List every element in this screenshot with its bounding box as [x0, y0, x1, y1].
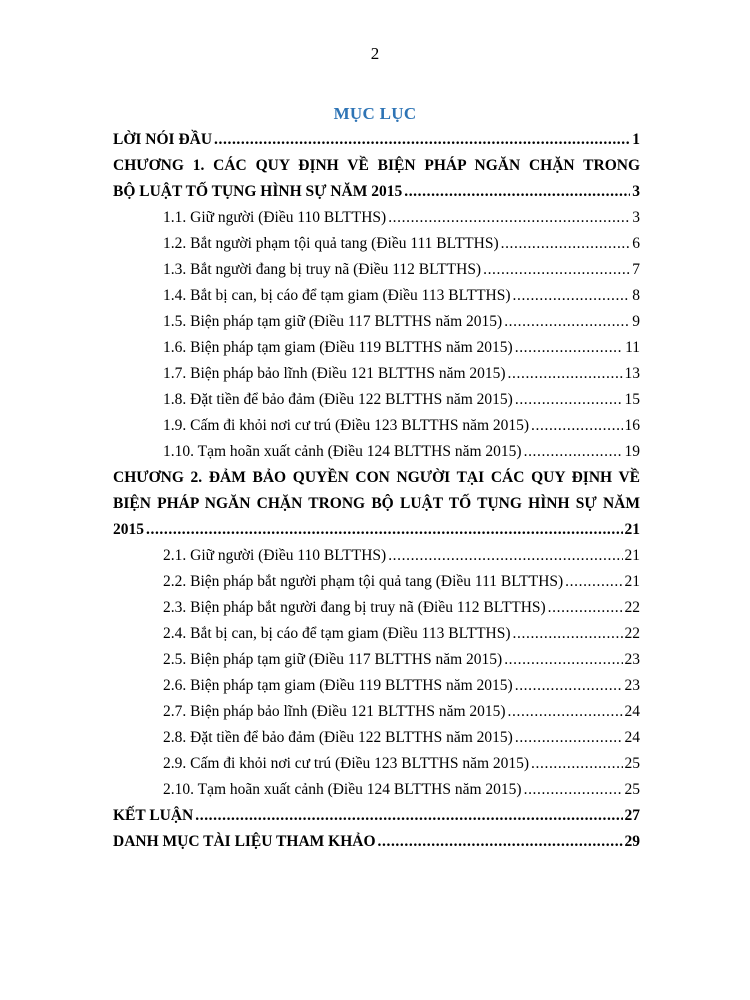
toc-entry-page-number: 3	[632, 183, 640, 200]
toc-entry-line	[163, 335, 640, 361]
toc-entry-line	[163, 309, 640, 335]
toc-entry-line	[113, 829, 640, 855]
toc-entry-page-number: 22	[624, 599, 640, 616]
dot-leader	[515, 673, 623, 699]
toc-entry-title: 1.10. Tạm hoãn xuất cảnh (Điều 124 BLTTHS năm 2015)	[163, 443, 522, 460]
toc-entry-page-number: 16	[624, 417, 640, 434]
toc-entry-2-10[interactable]	[113, 777, 640, 803]
toc-entry-line	[163, 673, 640, 699]
toc-entry-2-6[interactable]	[113, 673, 640, 699]
toc-entry-1-1[interactable]	[113, 205, 640, 231]
toc-entry-line	[163, 621, 640, 647]
toc-entry-line	[113, 179, 640, 205]
toc-entry-page-number: 24	[624, 729, 640, 746]
dot-leader	[214, 127, 630, 153]
dot-leader	[515, 725, 623, 751]
dot-leader	[146, 517, 623, 543]
dot-leader	[404, 179, 630, 205]
toc-entry-2-8[interactable]	[113, 725, 640, 751]
toc-entry-page-number: 21	[624, 521, 640, 538]
toc-entry-title: 2.9. Cấm đi khỏi nơi cư trú (Điều 123 BLTTHS năm 2015)	[163, 755, 530, 772]
dot-leader	[508, 699, 623, 725]
toc-entry-line	[163, 725, 640, 751]
toc-entry-title: 2.3. Biện pháp bắt người đang bị truy nã (Điều 112 BLTTHS)	[163, 599, 546, 616]
toc-entry-title: 1.1. Giữ người (Điều 110 BLTTHS)	[163, 209, 387, 226]
toc-entry-title: 2015	[113, 521, 144, 538]
dot-leader	[513, 283, 631, 309]
toc-title: MỤC LỤC	[333, 104, 417, 123]
toc-entry-1-4[interactable]	[113, 283, 640, 309]
toc-entry-title: LỜI NÓI ĐẦU	[113, 131, 213, 148]
toc-entry-page-number: 3	[632, 209, 640, 226]
toc-entry-title: KẾT LUẬN	[113, 807, 194, 824]
toc-entry-line	[163, 257, 640, 283]
toc-entry-title-line: CHƯƠNG 1. CÁC QUY ĐỊNH VỀ BIỆN PHÁP NGĂN CHẶN TRONG	[113, 157, 640, 174]
table-of-contents	[113, 127, 640, 855]
toc-entry-page-number: 9	[632, 313, 640, 330]
toc-entry-page-number: 22	[624, 625, 640, 642]
toc-entry-title: 2.6. Biện pháp tạm giam (Điều 119 BLTTHS năm 2015)	[163, 677, 513, 694]
dot-leader	[513, 621, 623, 647]
page-number: 2	[370, 44, 380, 63]
toc-entry-page-number: 21	[624, 573, 640, 590]
toc-entry-line	[113, 517, 640, 543]
toc-entry-line	[163, 361, 640, 387]
toc-entry-page-number: 13	[624, 365, 640, 382]
toc-entry-page-number: 1	[632, 131, 640, 148]
toc-entry-chuong-1[interactable]	[113, 153, 640, 205]
dot-leader	[565, 569, 622, 595]
toc-entry-2-7[interactable]	[113, 699, 640, 725]
toc-entry-line	[163, 439, 640, 465]
toc-entry-1-9[interactable]	[113, 413, 640, 439]
toc-entry-page-number: 23	[624, 677, 640, 694]
toc-entry-title: 2.1. Giữ người (Điều 110 BLTTHS)	[163, 547, 387, 564]
dot-leader	[531, 751, 622, 777]
toc-entry-1-5[interactable]	[113, 309, 640, 335]
toc-entry-1-7[interactable]	[113, 361, 640, 387]
toc-entry-line	[163, 413, 640, 439]
toc-entry-2-9[interactable]	[113, 751, 640, 777]
toc-entry-title: 2.8. Đặt tiền để bảo đảm (Điều 122 BLTTHS năm 2015)	[163, 729, 513, 746]
toc-entry-1-2[interactable]	[113, 231, 640, 257]
dot-leader	[524, 439, 623, 465]
toc-entry-title: 1.3. Bắt người đang bị truy nã (Điều 112 BLTTHS)	[163, 261, 482, 278]
toc-entry-title: BỘ LUẬT TỐ TỤNG HÌNH SỰ NĂM 2015	[113, 183, 403, 200]
toc-entry-title: 2.4. Bắt bị can, bị cáo để tạm giam (Điều 113 BLTTHS)	[163, 625, 511, 642]
toc-entry-title: 2.2. Biện pháp bắt người phạm tội quả tang (Điều 111 BLTTHS)	[163, 573, 564, 590]
toc-entry-page-number: 7	[632, 261, 640, 278]
toc-entry-1-6[interactable]	[113, 335, 640, 361]
toc-entry-line	[163, 595, 640, 621]
toc-entry-page-number: 25	[624, 755, 640, 772]
toc-entry-line	[163, 231, 640, 257]
toc-entry-1-8[interactable]	[113, 387, 640, 413]
toc-entry-title: 1.7. Biện pháp bảo lĩnh (Điều 121 BLTTHS năm 2015)	[163, 365, 506, 382]
toc-entry-title: 2.10. Tạm hoãn xuất cảnh (Điều 124 BLTTHS năm 2015)	[163, 781, 522, 798]
toc-entry-line	[163, 387, 640, 413]
toc-entry-line	[163, 699, 640, 725]
toc-entry-loi-noi-dau[interactable]	[113, 127, 640, 153]
toc-entry-1-10[interactable]	[113, 439, 640, 465]
dot-leader	[501, 231, 631, 257]
dot-leader	[378, 829, 623, 855]
toc-entry-title: DANH MỤC TÀI LIỆU THAM KHẢO	[113, 833, 376, 850]
toc-entry-title: 2.7. Biện pháp bảo lĩnh (Điều 121 BLTTHS năm 2015)	[163, 703, 506, 720]
toc-entry-page-number: 15	[624, 391, 640, 408]
toc-entry-page-number: 6	[632, 235, 640, 252]
dot-leader	[504, 309, 630, 335]
toc-entry-page-number: 25	[624, 781, 640, 798]
toc-entry-page-number: 11	[625, 339, 640, 356]
toc-entry-line	[163, 283, 640, 309]
toc-entry-title: 1.2. Bắt người phạm tội quả tang (Điều 111 BLTTHS)	[163, 235, 499, 252]
toc-entry-ket-luan[interactable]	[113, 803, 640, 829]
dot-leader	[548, 595, 623, 621]
toc-entry-line	[163, 569, 640, 595]
toc-entry-page-number: 19	[624, 443, 640, 460]
toc-entry-title-line: BIỆN PHÁP NGĂN CHẶN TRONG BỘ LUẬT TỐ TỤNG HÌNH SỰ NĂM	[113, 495, 640, 512]
toc-entry-2-5[interactable]	[113, 647, 640, 673]
toc-entry-title-line: CHƯƠNG 2. ĐẢM BẢO QUYỀN CON NGƯỜI TẠI CÁC QUY ĐỊNH VỀ	[113, 469, 640, 486]
toc-entry-line	[113, 803, 640, 829]
dot-leader	[531, 413, 622, 439]
toc-entry-title: 1.9. Cấm đi khỏi nơi cư trú (Điều 123 BLTTHS năm 2015)	[163, 417, 530, 434]
toc-entry-2-2[interactable]	[113, 569, 640, 595]
dot-leader	[524, 777, 623, 803]
toc-entry-title: 1.4. Bắt bị can, bị cáo để tạm giam (Điều 113 BLTTHS)	[163, 287, 511, 304]
dot-leader	[483, 257, 630, 283]
toc-entry-page-number: 27	[624, 807, 640, 824]
dot-leader	[195, 803, 622, 829]
toc-entry-title: 1.6. Biện pháp tạm giam (Điều 119 BLTTHS năm 2015)	[163, 339, 513, 356]
toc-entry-title: 2.5. Biện pháp tạm giữ (Điều 117 BLTTHS năm 2015)	[163, 651, 503, 668]
toc-entry-page-number: 8	[632, 287, 640, 304]
toc-entry-line	[163, 205, 640, 231]
toc-entry-line	[163, 777, 640, 803]
dot-leader	[388, 205, 630, 231]
toc-entry-title: 1.8. Đặt tiền để bảo đảm (Điều 122 BLTTHS năm 2015)	[163, 391, 513, 408]
dot-leader	[504, 647, 622, 673]
toc-entry-page-number: 24	[624, 703, 640, 720]
dot-leader	[508, 361, 623, 387]
toc-entry-line	[163, 543, 640, 569]
dot-leader	[388, 543, 622, 569]
toc-entry-line	[113, 127, 640, 153]
dot-leader	[515, 335, 623, 361]
toc-entry-page-number: 29	[624, 833, 640, 850]
toc-entry-page-number: 21	[624, 547, 640, 564]
toc-entry-2-3[interactable]	[113, 595, 640, 621]
toc-entry-line	[163, 751, 640, 777]
toc-entry-1-3[interactable]	[113, 257, 640, 283]
toc-entry-2-4[interactable]	[113, 621, 640, 647]
toc-entry-2-1[interactable]	[113, 543, 640, 569]
toc-entry-title: 1.5. Biện pháp tạm giữ (Điều 117 BLTTHS năm 2015)	[163, 313, 503, 330]
toc-entry-line	[163, 647, 640, 673]
toc-entry-page-number: 23	[624, 651, 640, 668]
toc-entry-danh-muc[interactable]	[113, 829, 640, 855]
dot-leader	[515, 387, 623, 413]
toc-entry-chuong-2[interactable]	[113, 465, 640, 543]
